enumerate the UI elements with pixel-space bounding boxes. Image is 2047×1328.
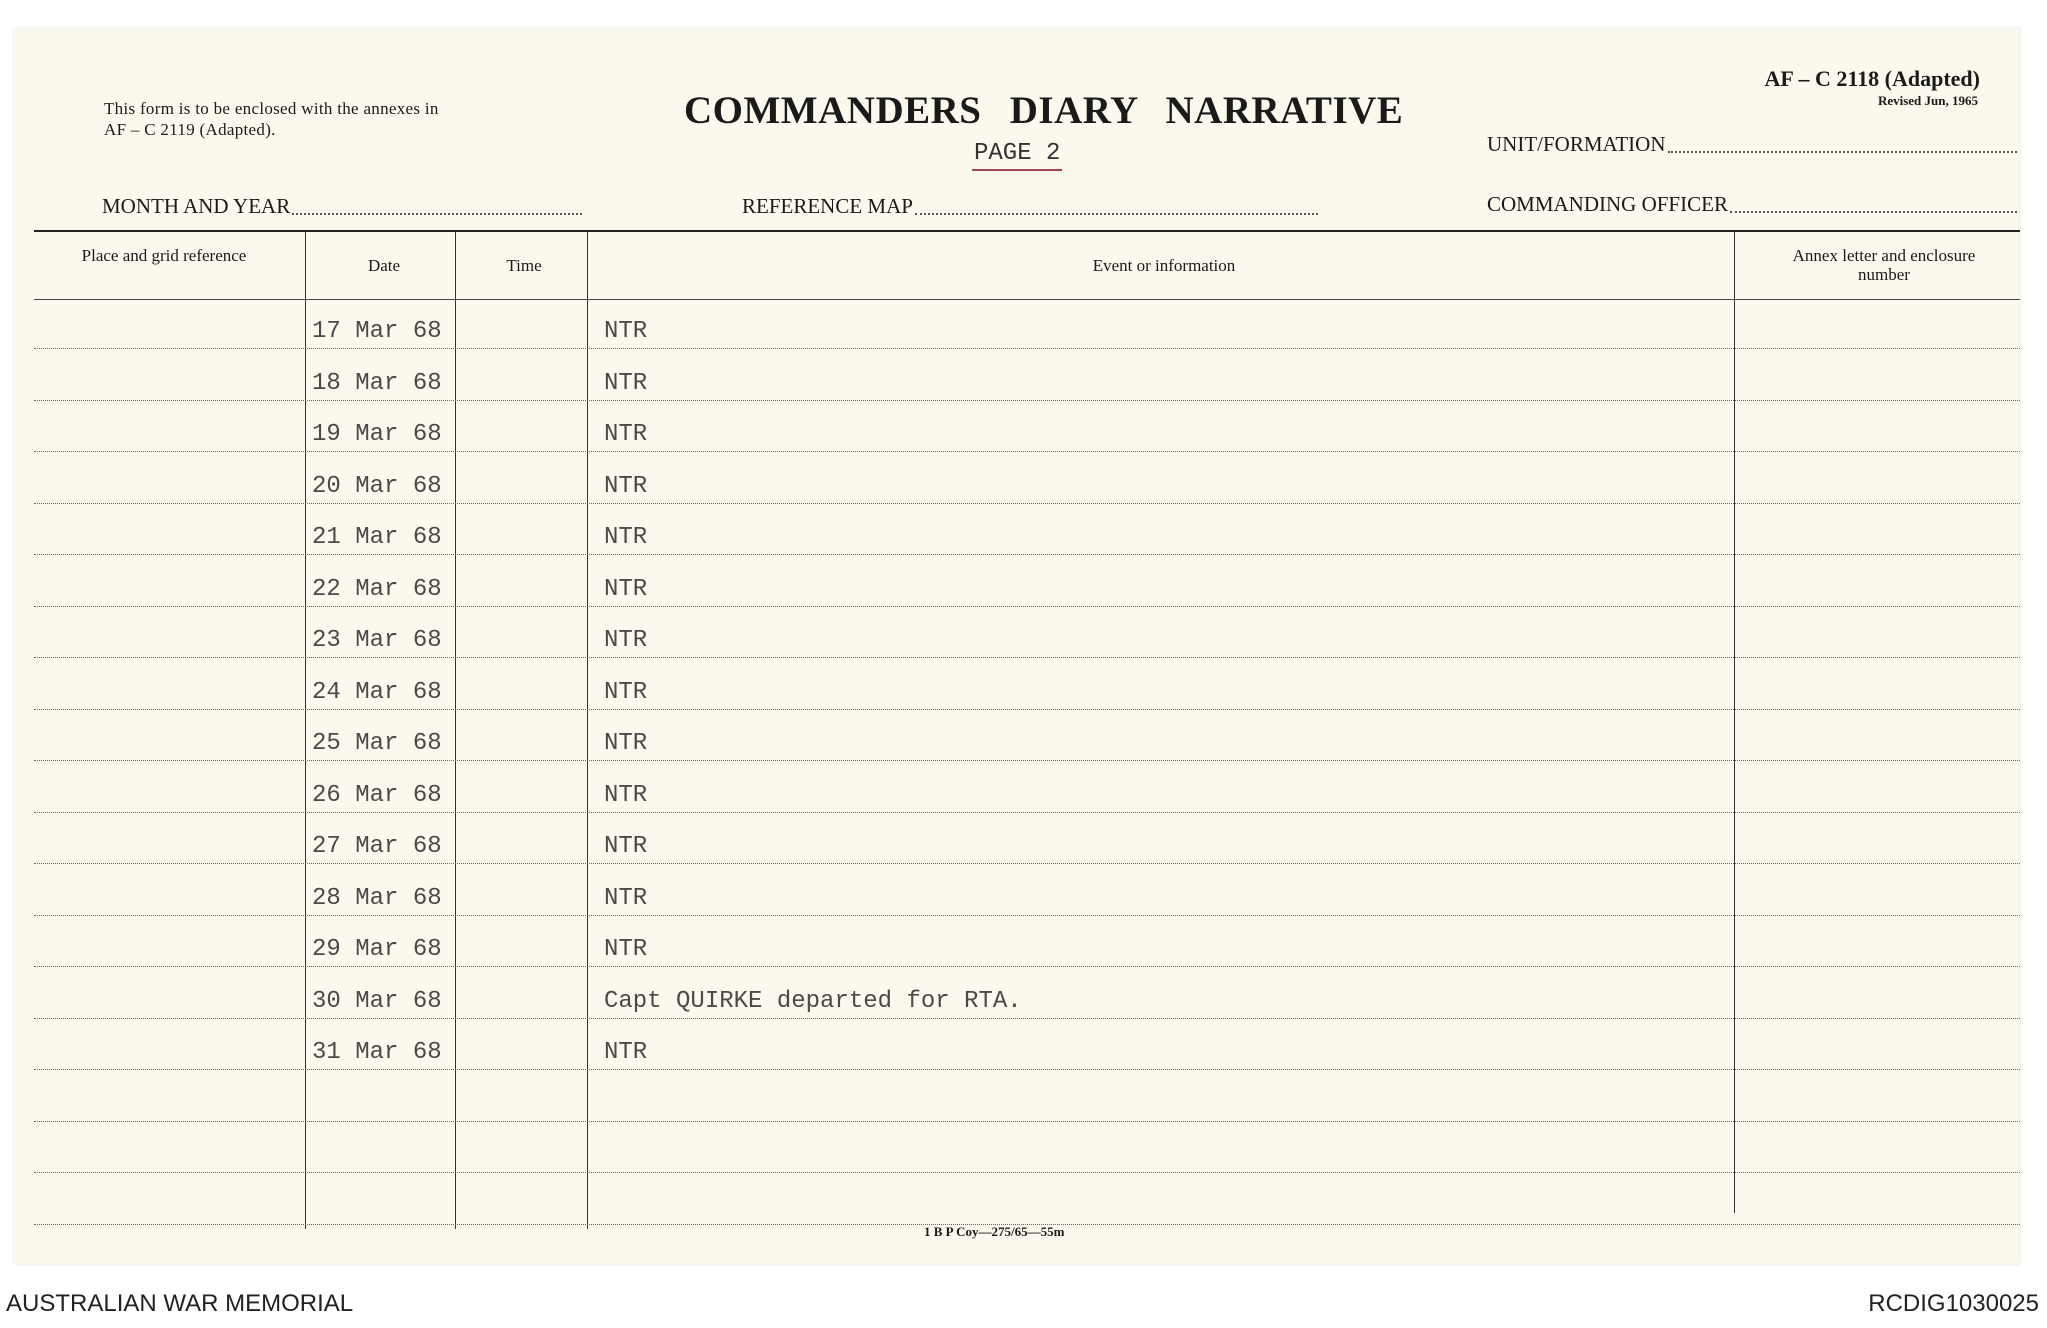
row-dotted-line <box>34 657 2020 658</box>
header-bottom-rule <box>34 299 2020 300</box>
month-year-field <box>102 194 582 219</box>
reference-map-label: REFERENCE MAP <box>742 194 913 218</box>
column-divider <box>587 231 588 1229</box>
row-dotted-line <box>34 503 2020 504</box>
archive-id: RCDIG1030025 <box>1868 1290 2039 1317</box>
header-annex: Annex letter and enclosure number <box>1792 246 1976 284</box>
row-event: NTR <box>604 1039 648 1066</box>
row-date: 26 Mar 68 <box>312 781 442 809</box>
row-dotted-line <box>34 966 2020 967</box>
header-event: Event or information <box>1092 256 1236 275</box>
revision-date: Revised Jun, 1965 <box>1877 93 1978 108</box>
row-event: NTR <box>604 575 648 603</box>
row-date: 24 Mar 68 <box>312 678 442 706</box>
header-place: Place and grid reference <box>81 246 247 265</box>
row-date: 27 Mar 68 <box>312 833 442 860</box>
row-dotted-line <box>34 606 2020 607</box>
unit-formation-blank <box>1668 151 2018 153</box>
row-date: 23 Mar 68 <box>312 627 442 654</box>
row-event: NTR <box>604 884 648 912</box>
reference-map-blank <box>915 213 1318 215</box>
row-dotted-line <box>34 1121 2020 1122</box>
row-event: NTR <box>604 730 648 757</box>
row-event: NTR <box>604 472 648 500</box>
form-title: COMMANDERS DIARY NARRATIVE <box>684 89 1404 132</box>
row-date: 25 Mar 68 <box>312 730 442 757</box>
row-dotted-line <box>34 554 2020 555</box>
diary-form-sheet <box>14 28 2020 1264</box>
table-top-rule <box>34 230 2020 232</box>
page-number-label: PAGE 2 <box>972 140 1062 171</box>
row-event: NTR <box>604 678 648 706</box>
row-event: NTR <box>604 369 648 397</box>
row-dotted-line <box>34 760 2020 761</box>
row-dotted-line <box>34 348 2020 349</box>
commanding-officer-label: COMMANDING OFFICER <box>1487 192 1728 216</box>
month-year-blank <box>292 213 582 215</box>
header-time: Time <box>506 256 542 275</box>
row-event: NTR <box>604 781 648 809</box>
form-number: AF – C 2118 (Adapted) <box>1764 66 1980 91</box>
commanding-officer-field <box>1487 192 2017 217</box>
row-dotted-line <box>34 1069 2020 1070</box>
row-dotted-line <box>34 1172 2020 1173</box>
row-date: 20 Mar 68 <box>312 472 442 500</box>
row-dotted-line <box>34 915 2020 916</box>
row-event: NTR <box>604 318 648 345</box>
row-dotted-line <box>34 400 2020 401</box>
column-divider <box>305 231 306 1229</box>
row-date: 30 Mar 68 <box>312 987 442 1015</box>
row-date: 29 Mar 68 <box>312 936 442 963</box>
row-date: 19 Mar 68 <box>312 421 442 448</box>
row-event: NTR <box>604 524 648 551</box>
column-divider <box>1734 231 1735 1213</box>
row-date: 21 Mar 68 <box>312 524 442 551</box>
unit-formation-field <box>1487 132 2017 157</box>
row-date: 17 Mar 68 <box>312 318 442 345</box>
reference-map-field <box>742 194 1318 219</box>
row-dotted-line <box>34 863 2020 864</box>
row-date: 18 Mar 68 <box>312 369 442 397</box>
row-dotted-line <box>34 812 2020 813</box>
row-date: 22 Mar 68 <box>312 575 442 603</box>
row-date: 31 Mar 68 <box>312 1039 442 1066</box>
row-event: NTR <box>604 627 648 654</box>
row-event: NTR <box>604 833 648 860</box>
enclosure-note: This form is to be enclosed with the annexes in AF – C 2119 (Adapted). <box>104 99 439 139</box>
row-dotted-line <box>34 1018 2020 1019</box>
row-dotted-line <box>34 451 2020 452</box>
commanding-officer-blank <box>1730 211 2017 213</box>
row-event: NTR <box>604 936 648 963</box>
month-year-label: MONTH AND YEAR <box>102 194 291 218</box>
archive-caption: AUSTRALIAN WAR MEMORIAL <box>6 1290 354 1317</box>
row-dotted-line <box>34 709 2020 710</box>
row-date: 28 Mar 68 <box>312 884 442 912</box>
printer-code: 1 B P Coy—275/65—55m <box>924 1224 1065 1239</box>
unit-formation-label: UNIT/FORMATION <box>1487 132 1666 156</box>
header-date: Date <box>367 256 401 275</box>
column-divider <box>455 231 456 1229</box>
row-event: NTR <box>604 421 648 448</box>
row-event: Capt QUIRKE departed for RTA. <box>604 987 1022 1015</box>
